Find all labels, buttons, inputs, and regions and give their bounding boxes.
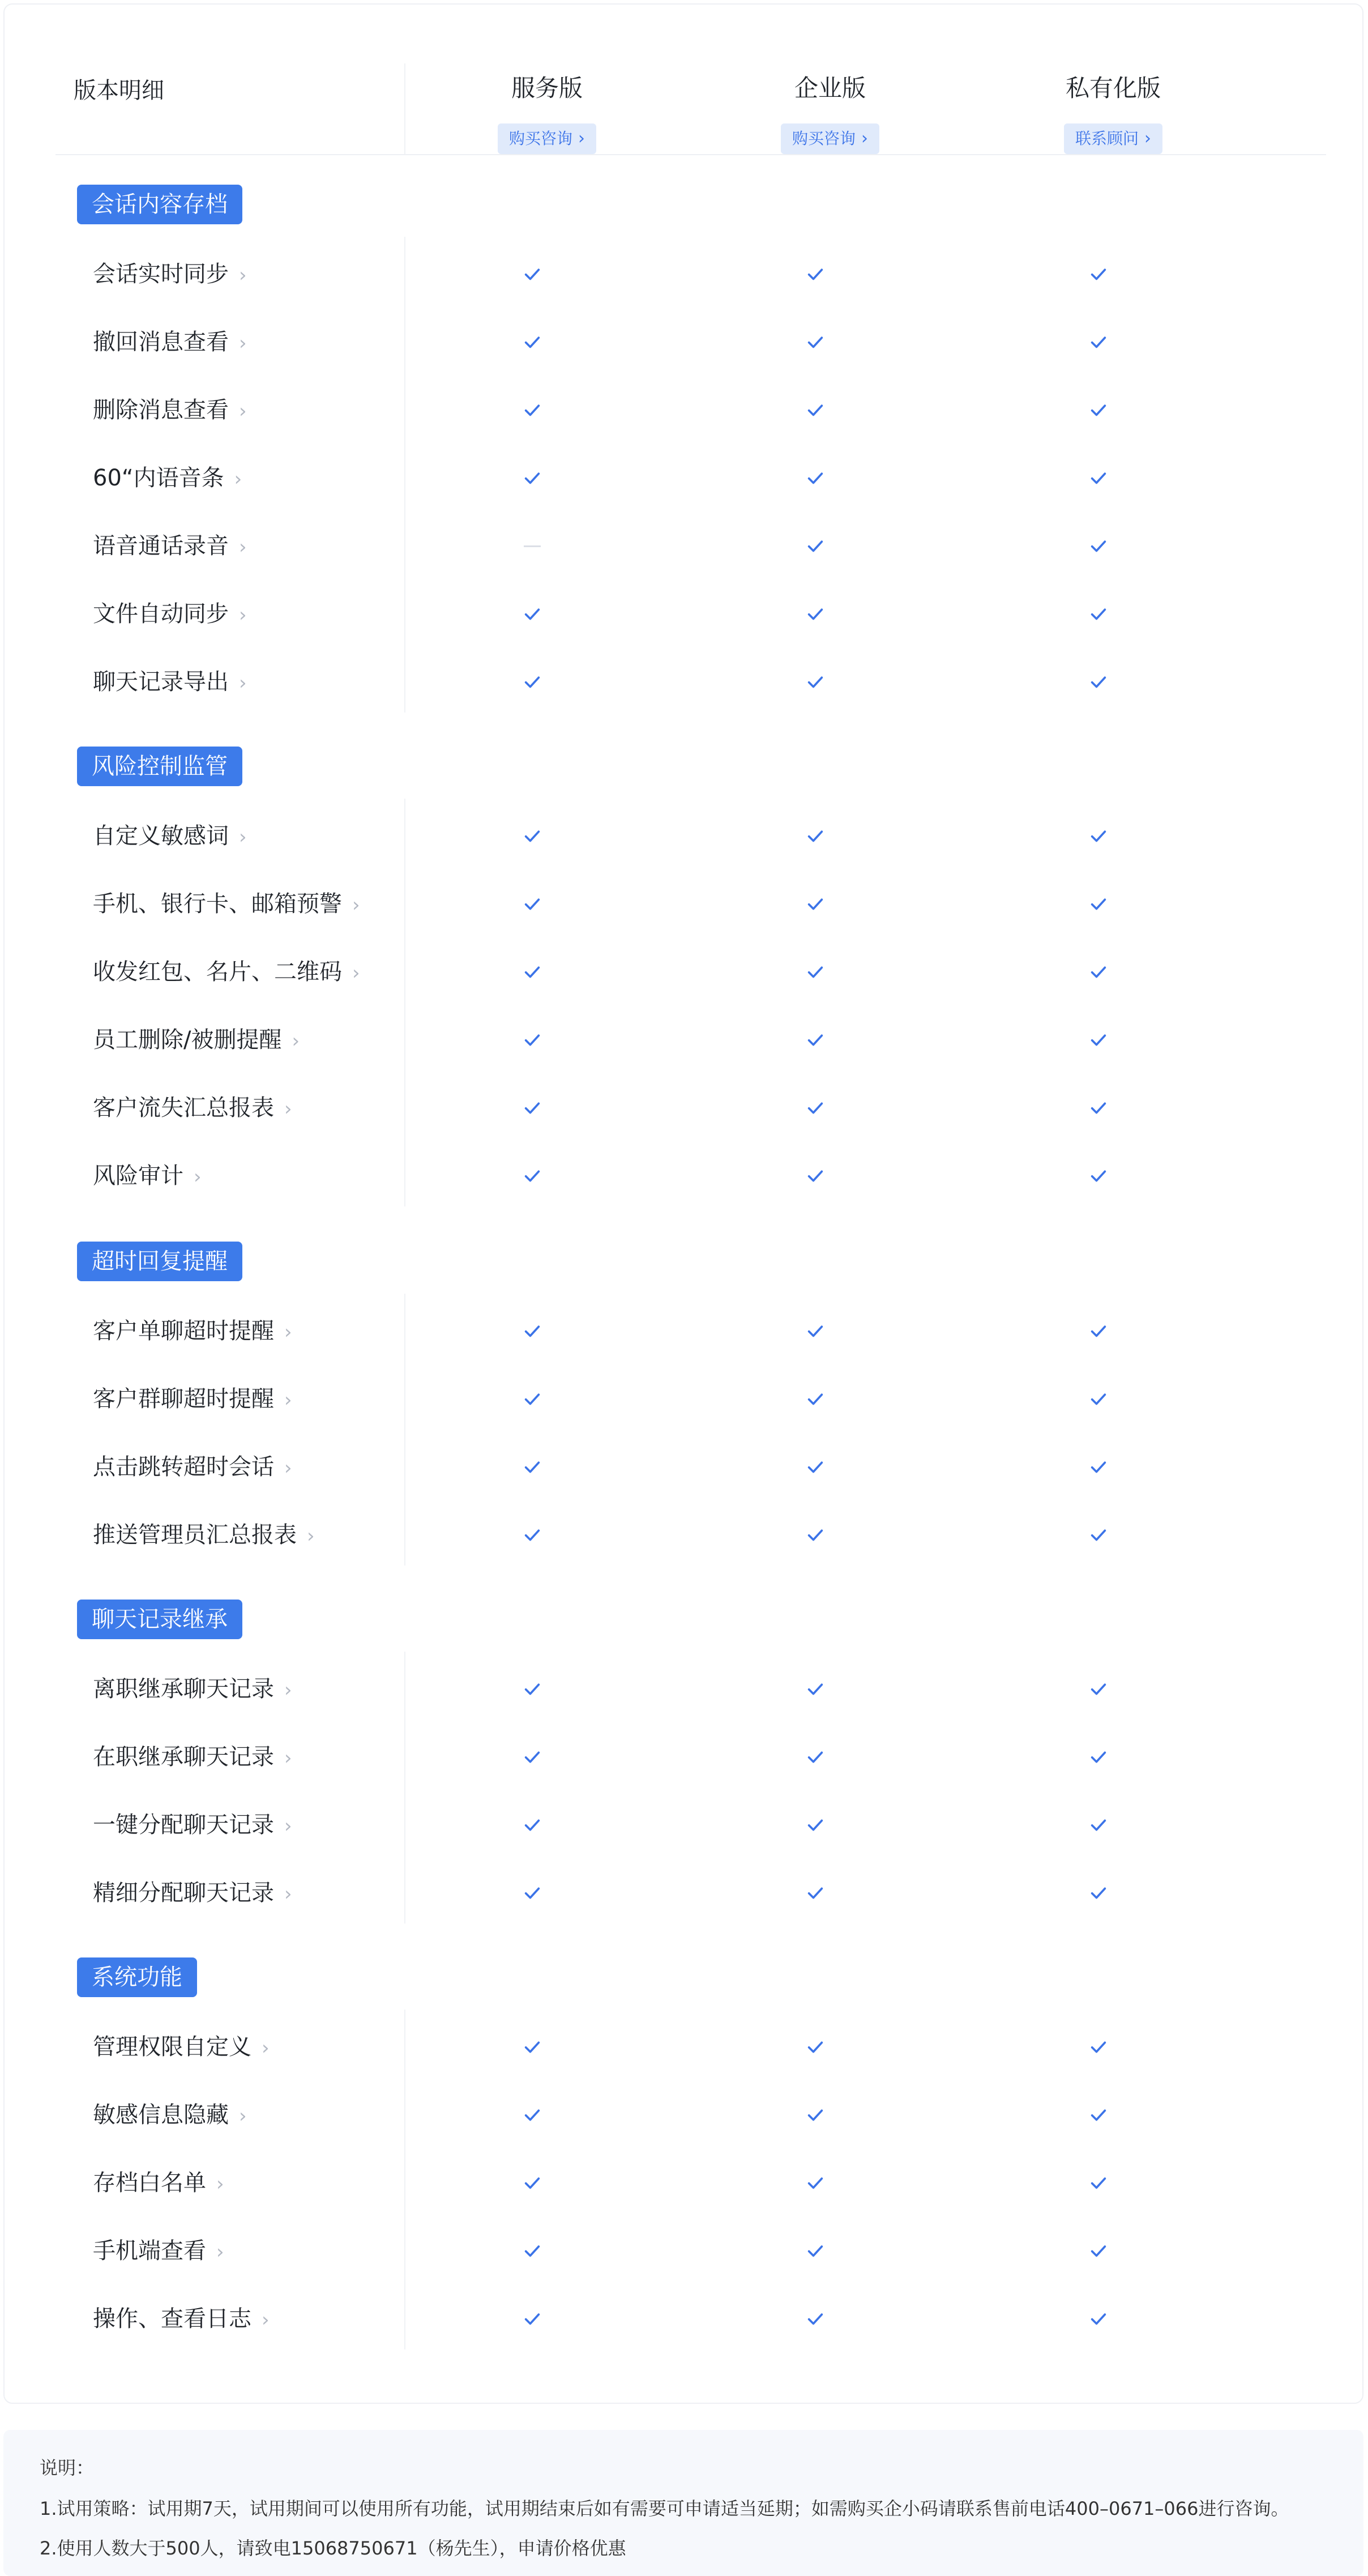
feature-label-text: 风险审计: [93, 1163, 183, 1189]
check-icon: [1081, 870, 1115, 938]
feature-row: [5, 1365, 1365, 1433]
chevron-right-icon: ›: [216, 2173, 224, 2195]
feature-label[interactable]: [93, 1365, 292, 1433]
notes-line-2: 2.使用人数大于500人，请致电15068750671（杨先生），申请价格优惠: [40, 2537, 626, 2559]
section-tag: 风险控制监管: [77, 747, 242, 786]
feature-label-text: 推送管理员汇总报表: [93, 1522, 297, 1548]
feature-label-text: 60“内语音条: [93, 465, 224, 491]
check-icon: [515, 1723, 549, 1791]
check-icon: [1081, 648, 1115, 716]
feature-row: [5, 444, 1365, 512]
check-icon: [515, 1501, 549, 1569]
feature-row: [5, 802, 1365, 870]
feature-label-text: 文件自动同步: [93, 601, 229, 627]
feature-label[interactable]: [93, 1791, 292, 1859]
chevron-right-icon: ›: [284, 1883, 292, 1905]
feature-row: [5, 1791, 1365, 1859]
plan-private-button[interactable]: [1064, 123, 1162, 154]
check-icon: [1081, 240, 1115, 308]
check-icon: [515, 2013, 549, 2081]
chevron-right-icon: ›: [292, 1030, 300, 1052]
check-icon: [515, 2217, 549, 2285]
feature-label-text: 在职继承聊天记录: [93, 1744, 274, 1770]
check-icon: [1081, 1006, 1115, 1074]
check-icon: [798, 2081, 832, 2149]
feature-row: [5, 240, 1365, 308]
feature-row: [5, 376, 1365, 444]
plan-enterprise-button[interactable]: [781, 123, 879, 154]
check-icon: [798, 1723, 832, 1791]
check-icon: [798, 308, 832, 376]
feature-label-text: 员工删除/被删提醒: [93, 1027, 282, 1053]
chevron-right-icon: ›: [262, 2037, 270, 2059]
chevron-right-icon: ›: [861, 129, 868, 148]
check-icon: [515, 1006, 549, 1074]
check-icon: [798, 1297, 832, 1365]
check-icon: [1081, 444, 1115, 512]
feature-label[interactable]: [93, 2013, 270, 2081]
feature-label-text: 语音通话录音: [93, 533, 229, 559]
feature-label[interactable]: [93, 2149, 224, 2217]
check-icon: [1081, 2285, 1115, 2353]
comparison-card: [3, 3, 1363, 2404]
check-icon: [798, 2149, 832, 2217]
chevron-right-icon: ›: [194, 1166, 202, 1188]
chevron-right-icon: ›: [352, 962, 360, 984]
check-icon: [798, 376, 832, 444]
check-icon: [798, 802, 832, 870]
feature-label[interactable]: [93, 1142, 202, 1210]
check-icon: [798, 648, 832, 716]
chevron-right-icon: ›: [239, 604, 247, 626]
check-icon: [1081, 1655, 1115, 1723]
feature-label[interactable]: [93, 2217, 224, 2285]
check-icon: [1081, 2149, 1115, 2217]
plan-name: 服务版: [511, 74, 583, 102]
feature-row: [5, 1501, 1365, 1569]
chevron-right-icon: ›: [307, 1525, 315, 1547]
feature-label-text: 撤回消息查看: [93, 329, 229, 355]
chevron-right-icon: ›: [239, 826, 247, 848]
feature-row: [5, 1723, 1365, 1791]
check-icon: [515, 1142, 549, 1210]
chevron-right-icon: ›: [234, 468, 242, 491]
feature-row: [5, 1297, 1365, 1365]
plan-button-label: 联系顾问: [1075, 129, 1139, 148]
chevron-right-icon: ›: [284, 1747, 292, 1769]
section-tag: 聊天记录继承: [77, 1600, 242, 1639]
feature-row: [5, 580, 1365, 648]
check-icon: [798, 1142, 832, 1210]
chevron-right-icon: ›: [239, 672, 247, 694]
chevron-right-icon: ›: [216, 2241, 224, 2263]
check-icon: [515, 240, 549, 308]
feature-row: [5, 1006, 1365, 1074]
feature-label[interactable]: [93, 1501, 315, 1569]
feature-label[interactable]: [93, 444, 242, 512]
check-icon: [1081, 376, 1115, 444]
check-icon: [515, 444, 549, 512]
header-divider: [55, 154, 1326, 155]
not-supported-dash: [515, 512, 549, 580]
feature-label[interactable]: [93, 376, 247, 444]
plan-enterprise: [717, 71, 943, 154]
feature-label[interactable]: [93, 2081, 247, 2149]
check-icon: [1081, 938, 1115, 1006]
feature-label[interactable]: [93, 1006, 300, 1074]
check-icon: [1081, 2217, 1115, 2285]
feature-label[interactable]: [93, 1859, 292, 1927]
feature-row: [5, 308, 1365, 376]
check-icon: [1081, 512, 1115, 580]
check-icon: [798, 870, 832, 938]
feature-label-text: 精细分配聊天记录: [93, 1880, 274, 1906]
check-icon: [798, 1433, 832, 1501]
plan-name: 私有化版: [1065, 74, 1161, 102]
check-icon: [798, 1859, 832, 1927]
check-icon: [798, 512, 832, 580]
check-icon: [515, 1859, 549, 1927]
check-icon: [798, 1501, 832, 1569]
feature-label-text: 管理权限自定义: [93, 2034, 251, 2060]
plan-service: [434, 71, 660, 154]
check-icon: [798, 1791, 832, 1859]
check-icon: [515, 580, 549, 648]
feature-label-text: 会话实时同步: [93, 261, 229, 287]
chevron-right-icon: ›: [1144, 129, 1151, 148]
plan-name: 企业版: [794, 74, 866, 102]
check-icon: [798, 580, 832, 648]
check-icon: [515, 1791, 549, 1859]
feature-label[interactable]: [93, 870, 360, 938]
feature-label-text: 自定义敏感词: [93, 823, 229, 849]
chevron-right-icon: ›: [239, 536, 247, 558]
feature-row: [5, 938, 1365, 1006]
chevron-right-icon: ›: [239, 400, 247, 423]
notes-panel: [3, 2430, 1363, 2576]
feature-label-text: 离职继承聊天记录: [93, 1676, 274, 1702]
feature-label[interactable]: [93, 2285, 270, 2353]
feature-label-text: 点击跳转超时会话: [93, 1454, 274, 1480]
chevron-right-icon: ›: [284, 1457, 292, 1479]
feature-label-text: 一键分配聊天记录: [93, 1812, 274, 1838]
check-icon: [515, 2081, 549, 2149]
section-tag: 系统功能: [77, 1957, 197, 1997]
check-icon: [515, 1074, 549, 1142]
table-header: [5, 5, 1362, 155]
check-icon: [1081, 1501, 1115, 1569]
feature-label-text: 删除消息查看: [93, 397, 229, 423]
check-icon: [1081, 2013, 1115, 2081]
feature-label[interactable]: [93, 802, 247, 870]
feature-row: [5, 1142, 1365, 1210]
chevron-right-icon: ›: [284, 1389, 292, 1411]
check-icon: [1081, 580, 1115, 648]
feature-row: [5, 2285, 1365, 2353]
feature-row: [5, 1859, 1365, 1927]
chevron-right-icon: ›: [239, 264, 247, 287]
feature-label-text: 客户群聊超时提醒: [93, 1386, 274, 1412]
chevron-right-icon: ›: [262, 2309, 270, 2331]
check-icon: [1081, 1791, 1115, 1859]
plan-service-button[interactable]: [498, 123, 596, 154]
check-icon: [515, 1365, 549, 1433]
chevron-right-icon: ›: [578, 129, 585, 148]
feature-label-text: 敏感信息隐藏: [93, 2102, 229, 2128]
check-icon: [515, 802, 549, 870]
check-icon: [515, 938, 549, 1006]
check-icon: [798, 2285, 832, 2353]
check-icon: [1081, 1859, 1115, 1927]
chevron-right-icon: ›: [284, 1679, 292, 1701]
check-icon: [798, 1365, 832, 1433]
check-icon: [515, 308, 549, 376]
feature-label[interactable]: [93, 1723, 292, 1791]
feature-row: [5, 648, 1365, 716]
check-icon: [798, 1655, 832, 1723]
plan-button-label: 购买咨询: [508, 129, 572, 148]
feature-label-text: 客户单聊超时提醒: [93, 1318, 274, 1344]
check-icon: [515, 1433, 549, 1501]
check-icon: [1081, 1074, 1115, 1142]
check-icon: [1081, 1433, 1115, 1501]
check-icon: [1081, 1365, 1115, 1433]
check-icon: [515, 648, 549, 716]
feature-label-text: 手机、银行卡、邮箱预警: [93, 891, 342, 917]
feature-row: [5, 2013, 1365, 2081]
feature-label-text: 聊天记录导出: [93, 669, 229, 695]
plan-private: [1000, 71, 1226, 154]
feature-label[interactable]: [93, 1655, 292, 1723]
feature-row: [5, 1074, 1365, 1142]
check-icon: [798, 2217, 832, 2285]
feature-label[interactable]: [93, 580, 247, 648]
section-tag: 会话内容存档: [77, 185, 242, 224]
check-icon: [515, 2285, 549, 2353]
feature-label[interactable]: [93, 240, 247, 308]
dash-icon: [524, 545, 541, 547]
check-icon: [798, 1074, 832, 1142]
feature-label-text: 手机端查看: [93, 2238, 206, 2264]
plan-button-label: 购买咨询: [792, 129, 856, 148]
feature-label[interactable]: [93, 1074, 292, 1142]
feature-row: [5, 870, 1365, 938]
feature-label[interactable]: [93, 648, 247, 716]
chevron-right-icon: ›: [352, 894, 360, 916]
feature-row: [5, 2149, 1365, 2217]
feature-row: [5, 512, 1365, 580]
check-icon: [515, 376, 549, 444]
check-icon: [515, 1297, 549, 1365]
feature-label[interactable]: [93, 1433, 292, 1501]
check-icon: [798, 240, 832, 308]
header-title: 版本明细: [74, 78, 164, 104]
check-icon: [515, 1655, 549, 1723]
feature-label-text: 收发红包、名片、二维码: [93, 959, 342, 985]
check-icon: [798, 2013, 832, 2081]
check-icon: [798, 444, 832, 512]
notes-line-1: 1.试用策略：试用期7天，试用期间可以使用所有功能，试用期结束后如有需要可申请适当延期；如需购买企小码请联系售前电话400–0671–066进行咨询。: [40, 2498, 1289, 2519]
feature-row: [5, 2081, 1365, 2149]
feature-label-text: 操作、查看日志: [93, 2306, 251, 2332]
notes-title: 说明：: [40, 2457, 95, 2479]
feature-label[interactable]: [93, 938, 360, 1006]
check-icon: [1081, 1723, 1115, 1791]
check-icon: [1081, 2081, 1115, 2149]
feature-label[interactable]: [93, 308, 247, 376]
chevron-right-icon: ›: [239, 332, 247, 355]
check-icon: [1081, 802, 1115, 870]
check-icon: [515, 870, 549, 938]
section-tag: 超时回复提醒: [77, 1242, 242, 1281]
check-icon: [798, 938, 832, 1006]
check-icon: [798, 1006, 832, 1074]
feature-row: [5, 1655, 1365, 1723]
feature-label-text: 客户流失汇总报表: [93, 1095, 274, 1121]
feature-label[interactable]: [93, 1297, 292, 1365]
chevron-right-icon: ›: [284, 1815, 292, 1837]
chevron-right-icon: ›: [239, 2105, 247, 2127]
feature-label[interactable]: [93, 512, 247, 580]
check-icon: [1081, 308, 1115, 376]
chevron-right-icon: ›: [284, 1098, 292, 1120]
feature-row: [5, 2217, 1365, 2285]
feature-label-text: 存档白名单: [93, 2170, 206, 2196]
check-icon: [515, 2149, 549, 2217]
column-divider: [404, 63, 405, 154]
chevron-right-icon: ›: [284, 1321, 292, 1344]
check-icon: [1081, 1297, 1115, 1365]
feature-row: [5, 1433, 1365, 1501]
check-icon: [1081, 1142, 1115, 1210]
